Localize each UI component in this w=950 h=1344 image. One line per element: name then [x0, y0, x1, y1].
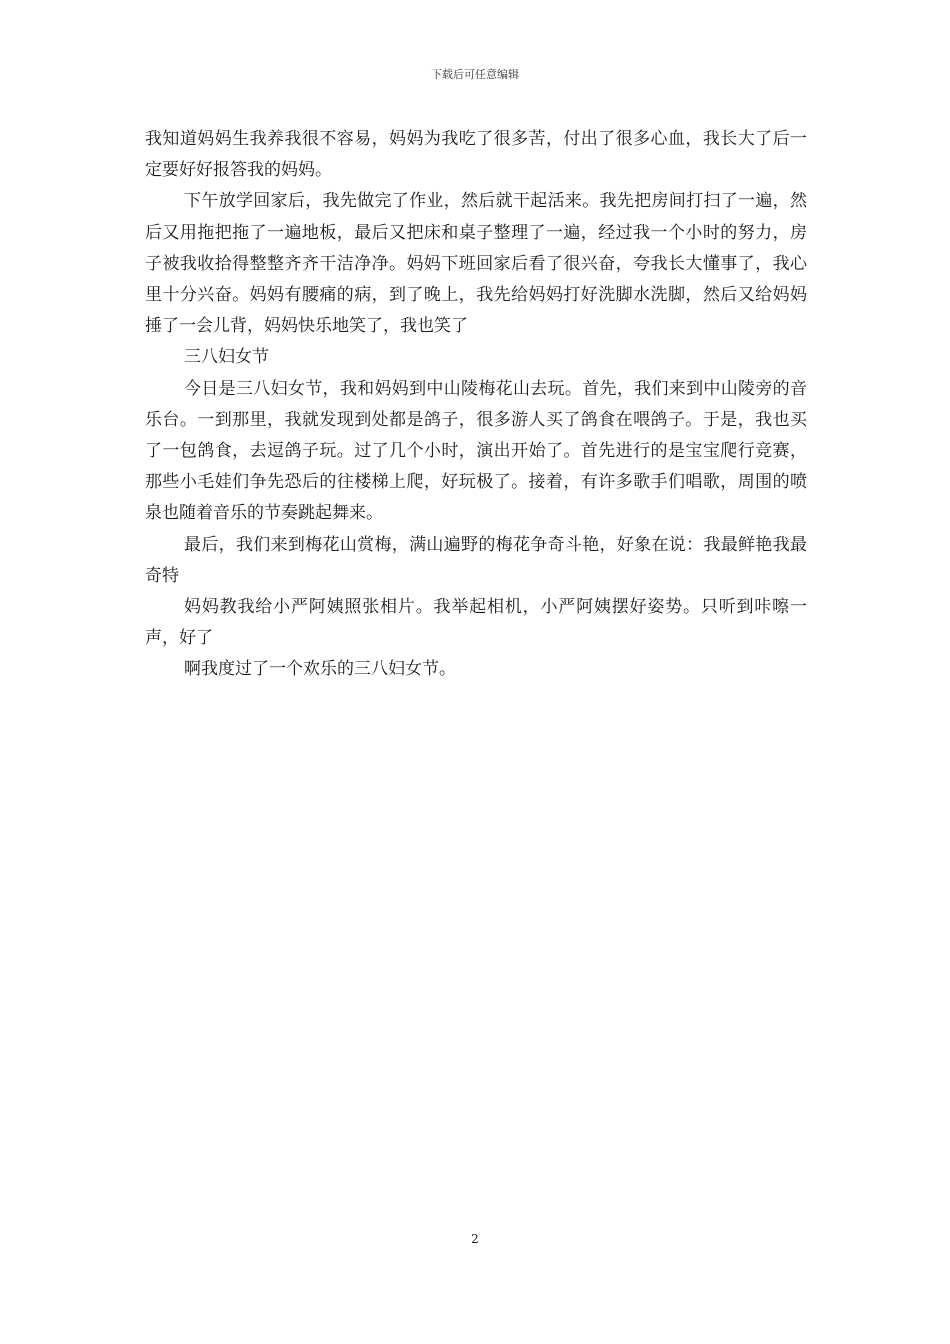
- page-header: 下载后可任意编辑: [431, 68, 519, 81]
- paragraph-2: 下午放学回家后，我先做完了作业，然后就干起活来。我先把房间打扫了一遍，然后又用拖把拖了一遍地板，最后又把床和桌子整理了一遍，经过我一个小时的努力，房子被我收拾得整整齐齐干洁净净。妈妈下班回家后看了很兴奋，夸我长大懂事了，我心里十分兴奋。妈妈有腰痛的病，到了晚上，我先给妈妈打好洗脚水洗脚，然后又给妈妈捶了一会儿背，妈妈快乐地笑了，我也笑了: [145, 191, 807, 337]
- paragraph-5: 妈妈教我给小严阿姨照张相片。我举起相机，小严阿姨摆好姿势。只听到咔嚓一声，好了: [145, 597, 807, 649]
- section-title: 三八妇女节: [184, 347, 269, 368]
- document-body: [145, 124, 807, 686]
- paragraph-4: 最后，我们来到梅花山赏梅，满山遍野的梅花争奇斗艳，好象在说：我最鲜艳我最奇特: [145, 534, 807, 586]
- paragraph-6: 啊我度过了一个欢乐的三八妇女节。: [184, 659, 456, 680]
- page-number: 2: [471, 1232, 479, 1246]
- paragraph-3: 今日是三八妇女节，我和妈妈到中山陵梅花山去玩。首先，我们来到中山陵旁的音乐台。一到那里，我就发现到处都是鸽子，很多游人买了鸽食在喂鸽子。于是，我也买了一包鸽食，去逗鸽子玩。过了几个小时，演出开始了。首先进行的是宝宝爬行竞赛，那些小毛娃们争先恐后的往楼梯上爬，好玩极了。接着，有许多歌手们唱歌，周围的喷泉也随着音乐的节奏跳起舞来。: [145, 378, 807, 524]
- paragraph-1: 我知道妈妈生我养我很不容易，妈妈为我吃了很多苦，付出了很多心血，我长大了后一定要好好报答我的妈妈。: [145, 129, 807, 181]
